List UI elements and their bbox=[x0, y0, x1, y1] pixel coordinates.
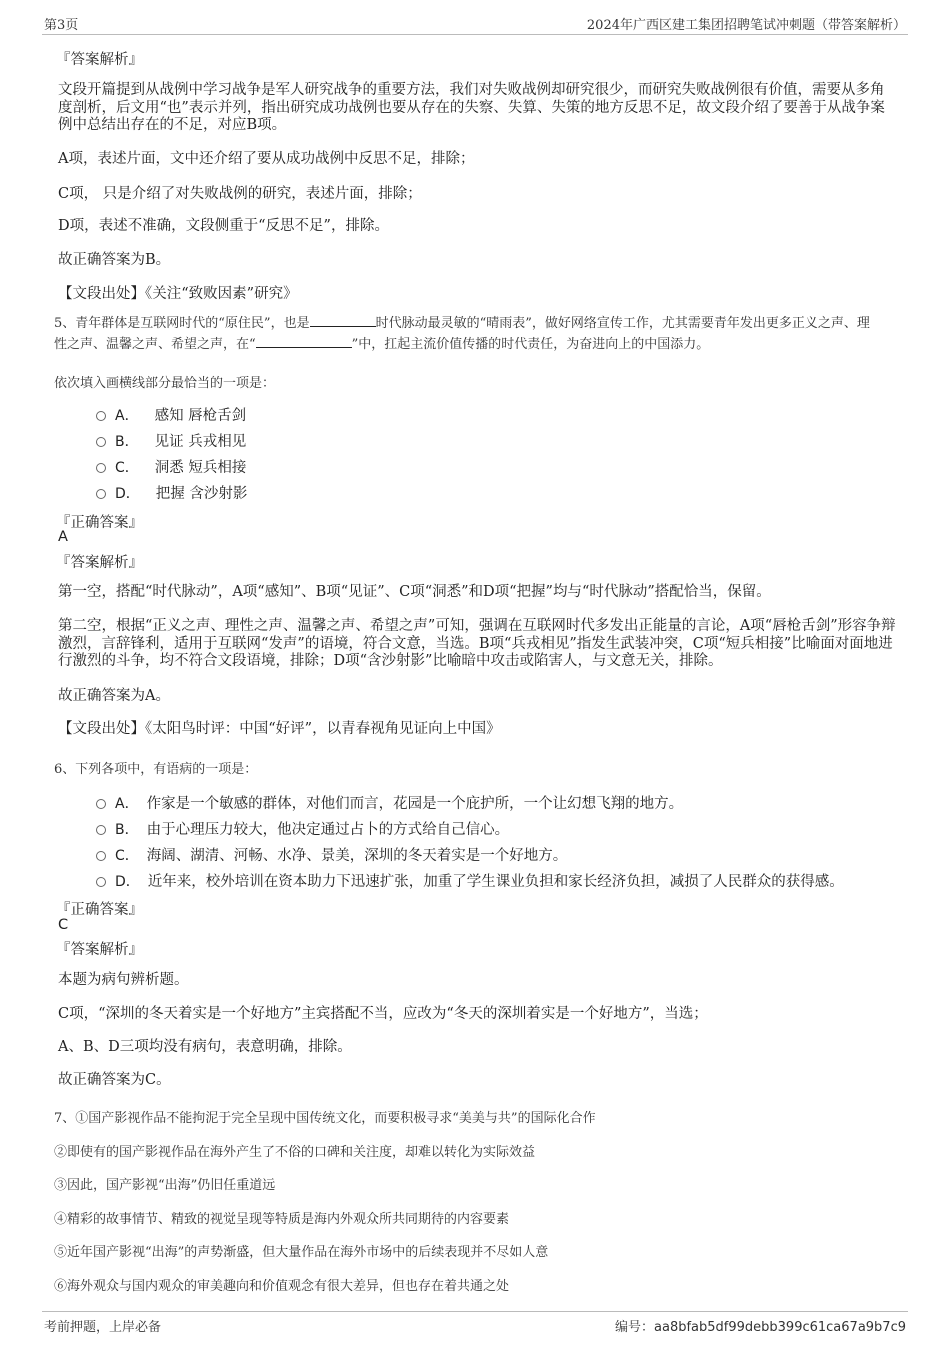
q5-blank-2[interactable] bbox=[256, 335, 352, 348]
radio-icon[interactable] bbox=[96, 489, 106, 499]
q6-analysis-p3: A、B、D三项均没有病句，表意明确，排除。 bbox=[58, 1039, 352, 1055]
option-text: 海阔、湖清、河畅、水净、景美，深圳的冬天着实是一个好地方。 bbox=[146, 848, 568, 864]
q5-stem-part3: 性之声、温馨之声、希望之声，在“ bbox=[54, 337, 256, 352]
q5-stem-part4: ”中，扛起主流价值传播的时代责任，为奋进向上的中国添力。 bbox=[351, 337, 710, 352]
q7-item-6: ⑥海外观众与国内观众的审美趣向和价值观念有很大差异，但也存在着共通之处 bbox=[54, 1279, 510, 1294]
code-value: aa8bfab5df99debb399c61ca67a9b7c9 bbox=[654, 1320, 906, 1335]
option-letter: D． bbox=[115, 485, 140, 502]
q5-option-d[interactable] bbox=[96, 482, 247, 503]
q5-option-c[interactable] bbox=[96, 456, 246, 477]
option-text: 洞悉 短兵相接 bbox=[154, 460, 247, 476]
option-letter: B． bbox=[115, 433, 139, 450]
q4-source: 【文段出处】《关注“致败因素”研究》 bbox=[58, 286, 298, 302]
q5-correct-label: 『正确答案』 bbox=[56, 515, 143, 531]
q5-stem-part2: 时代脉动最灵敏的“晴雨表”，做好网络宣传工作，尤其需要青年发出更多正义之声、理 bbox=[375, 316, 870, 331]
option-text: 近年来，校外培训在资本助力下迅速扩张，加重了学生课业负担和家长经济负担，减损了人民群众的获得感。 bbox=[147, 874, 844, 890]
page-header bbox=[42, 12, 908, 35]
q6-option-c[interactable] bbox=[96, 844, 567, 865]
page-footer bbox=[42, 1311, 908, 1336]
option-letter: C． bbox=[115, 459, 139, 476]
q7-item-3: ③因此，国产影视“出海”仍旧任重道远 bbox=[54, 1178, 276, 1193]
option-text: 见证 兵戎相见 bbox=[154, 434, 247, 450]
radio-icon[interactable] bbox=[96, 799, 106, 809]
q4-point-d: D项，表述不准确，文段侧重于“反思不足”，排除。 bbox=[58, 218, 389, 234]
q5-analysis-p2: 第二空，根据“正义之声、理性之声、温馨之声、希望之声”可知，强调在互联网时代多发出正能量的言论，A项“唇枪舌剑”形容争辩激烈，言辞锋利，适用于互联网“发声”的语境，符合文意，当选。B项“兵戎相见”指发生武装冲突，C项“短兵相接”比喻面对面地进行激烈的斗争，均不符合文段语境，排除；D项“含沙射影”比喻暗中攻击或陷害人，与文意无关，排除。 bbox=[58, 618, 896, 669]
option-text: 把握 含沙射影 bbox=[155, 486, 248, 502]
option-letter: B． bbox=[115, 821, 139, 838]
code-label: 编号： bbox=[615, 1320, 655, 1335]
q7-item-2: ②即使有的国产影视作品在海外产生了不俗的口碑和关注度，却难以转化为实际效益 bbox=[54, 1145, 536, 1160]
q4-point-a: A项，表述片面，文中还介绍了要从成功战例中反思不足，排除； bbox=[58, 151, 475, 167]
q6-correct-label: 『正确答案』 bbox=[56, 902, 143, 918]
q6-analysis-p1: 本题为病句辨析题。 bbox=[58, 972, 189, 988]
q6-option-a[interactable] bbox=[96, 792, 683, 813]
document-title: 2024年广西区建工集团招聘笔试冲刺题（带答案解析） bbox=[586, 18, 906, 33]
q5-correct-answer: A bbox=[58, 529, 68, 545]
q5-analysis-p1: 第一空，搭配“时代脉动”，A项“感知”、B项“见证”、C项“洞悉”和D项“把握”均与“时代脉动”搭配恰当，保留。 bbox=[58, 584, 771, 600]
q7-item-1: 7、①国产影视作品不能拘泥于完全呈现中国传统文化，而要积极寻求“美美与共”的国际化合作 bbox=[54, 1111, 596, 1126]
footer-slogan: 考前押题，上岸必备 bbox=[44, 1320, 162, 1335]
q6-analysis-label: 『答案解析』 bbox=[56, 942, 143, 958]
page-number: 第3页 bbox=[44, 18, 79, 33]
q6-stem: 6、下列各项中，有语病的一项是： bbox=[54, 762, 258, 777]
q5-instruction: 依次填入画横线部分最恰当的一项是： bbox=[54, 376, 276, 391]
option-letter: A． bbox=[115, 795, 139, 812]
radio-icon[interactable] bbox=[96, 877, 106, 887]
q7-item-5: ⑤近年国产影视“出海”的声势渐盛，但大量作品在海外市场中的后续表现并不尽如人意 bbox=[54, 1245, 549, 1260]
radio-icon[interactable] bbox=[96, 851, 106, 861]
option-text: 感知 唇枪舌剑 bbox=[154, 408, 247, 424]
q6-correct-answer: C bbox=[58, 917, 69, 933]
q5-stem-line1 bbox=[54, 313, 870, 335]
document-code bbox=[615, 1316, 906, 1335]
radio-icon[interactable] bbox=[96, 411, 106, 421]
q5-blank-1[interactable] bbox=[310, 314, 376, 327]
q4-conclusion: 故正确答案为B。 bbox=[58, 252, 171, 268]
q5-option-a[interactable] bbox=[96, 404, 246, 425]
q5-source: 【文段出处】《太阳鸟时评：中国“好评”，以青春视角见证向上中国》 bbox=[58, 721, 501, 737]
radio-icon[interactable] bbox=[96, 825, 106, 835]
option-text: 由于心理压力较大，他决定通过占卜的方式给自己信心。 bbox=[146, 822, 510, 838]
q4-analysis-label: 『答案解析』 bbox=[56, 52, 143, 68]
q7-item-4: ④精彩的故事情节、精致的视觉呈现等特质是海内外观众所共同期待的内容要素 bbox=[54, 1212, 510, 1227]
q5-option-b[interactable] bbox=[96, 430, 246, 451]
q6-analysis-p2: C项，“深圳的冬天着实是一个好地方”主宾搭配不当，应改为“冬天的深圳着实是一个好地方”，当选； bbox=[58, 1006, 708, 1022]
radio-icon[interactable] bbox=[96, 463, 106, 473]
q6-conclusion: 故正确答案为C。 bbox=[58, 1072, 171, 1088]
q5-stem-line2 bbox=[54, 334, 709, 356]
radio-icon[interactable] bbox=[96, 437, 106, 447]
q5-conclusion: 故正确答案为A。 bbox=[58, 688, 170, 704]
option-letter: D． bbox=[115, 873, 140, 890]
q6-option-d[interactable] bbox=[96, 870, 844, 891]
q6-option-b[interactable] bbox=[96, 818, 509, 839]
q5-analysis-label: 『答案解析』 bbox=[56, 555, 143, 571]
q4-analysis-text: 文段开篇提到从战例中学习战争是军人研究战争的重要方法，我们对失败战例却研究很少，而研究失败战例很有价值，需要从多角度剖析，后文用“也”表示并列，指出研究成功战例也要从存在的失察、失算、失策的地方反思不足，故文段介绍了要善于从战争案例中总结出存在的不足，对应B项。 bbox=[58, 82, 885, 133]
q5-stem-part1: 5、青年群体是互联网时代的“原住民”，也是 bbox=[54, 316, 310, 331]
q4-point-c: C项， 只是介绍了对失败战例的研究，表述片面，排除； bbox=[58, 186, 422, 202]
option-letter: A． bbox=[115, 407, 139, 424]
option-text: 作家是一个敏感的群体，对他们而言，花园是一个庇护所，一个让幻想飞翔的地方。 bbox=[146, 796, 684, 812]
option-letter: C． bbox=[115, 847, 139, 864]
